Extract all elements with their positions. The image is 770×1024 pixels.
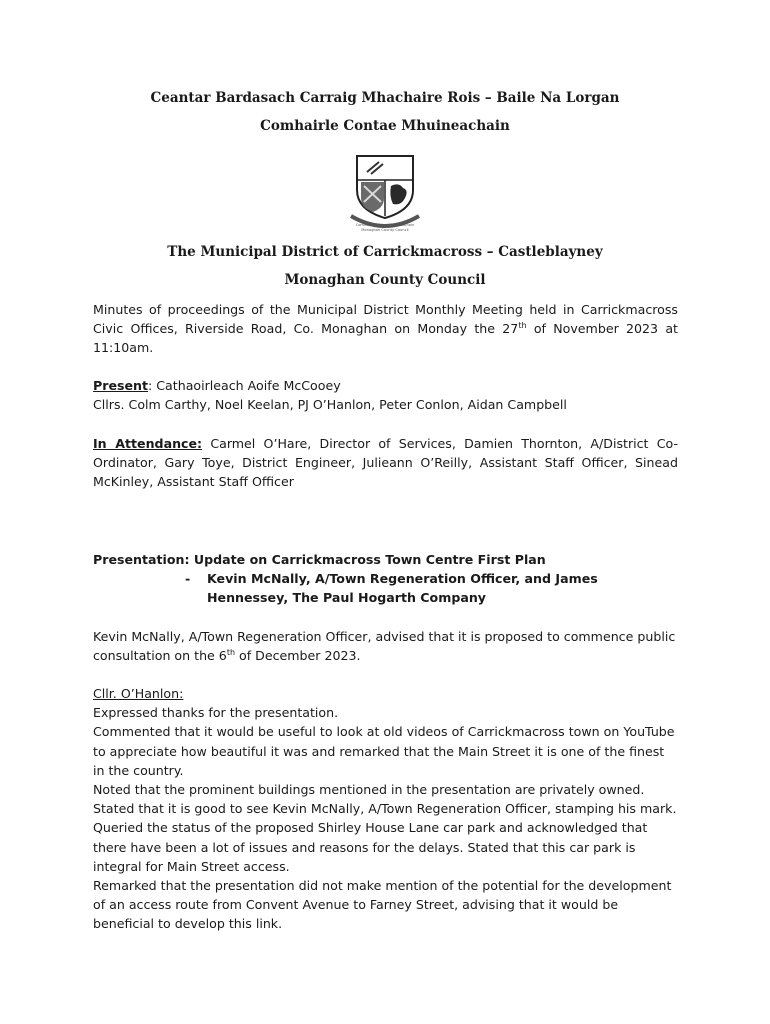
present-councillors: Cllrs. Colm Carthy, Noel Keelan, PJ O’Hanlon, Peter Conlon, Aidan Campbell (93, 397, 567, 413)
header-municipal-district: The Municipal District of Carrickmacross – Castleblayney (167, 244, 603, 260)
present-label: Present (93, 378, 149, 393)
attendance-paragraph: In Attendance: Carmel O’Hare, Director of Services, Damien Thornton, A/District Co-Ordinator, Gary Toye, District Engineer, Julieann O’Reilly, Assistant Staff Officer, Sinead McKinley, Assistant Staff Officer (93, 436, 678, 490)
crest-caption-irish: Comhairle Contae Mhuineachain (355, 223, 415, 227)
header-irish-council: Comhairle Contae Mhuineachain (260, 118, 510, 134)
presenter-list-item (185, 569, 678, 607)
consultation-paragraph: Kevin McNally, A/Town Regeneration Officer, advised that it is proposed to commence public consultation on the 6th of December 2023. (93, 629, 676, 664)
header-county-council: Monaghan County Council (284, 272, 486, 288)
ohanlon-section (93, 684, 678, 934)
statement: Expressed thanks for the presentation. (93, 705, 339, 721)
crest-caption-english: Monaghan County Council (361, 228, 409, 232)
intro-paragraph: Minutes of proceedings of the Municipal District Monthly Meeting held in Carrickmacross Civic Offices, Riverside Road, Co. Monaghan on Monday the 27th of November 2023 at 11:10am. (93, 302, 678, 356)
dash-bullet: - (185, 571, 191, 587)
statement: Stated that it is good to see Kevin McNally, A/Town Regeneration Officer, stamping his mark. (93, 801, 677, 817)
attendance-label: In Attendance: (93, 436, 203, 451)
presentation-title: Presentation: Update on Carrickmacross Town Centre First Plan (93, 552, 546, 567)
statement: Noted that the prominent buildings mentioned in the presentation are privately owned. (93, 782, 645, 798)
statement: Remarked that the presentation did not make mention of the potential for the development of an access route from Convent Avenue to Farney Street, advising that it would be beneficial to develop this link. (93, 878, 672, 932)
statement: Commented that it would be useful to look at old videos of Carrickmacross town on YouTube to appreciate how beautiful it was and remarked that the Main Street it is one of the finest in the country. (93, 724, 675, 778)
presentation-section (93, 550, 678, 608)
statement: Queried the status of the proposed Shirley House Lane car park and acknowledged that there have been a lot of issues and reasons for the delays. Stated that this car park is integral for Main Street access. (93, 820, 648, 874)
present-section (93, 376, 678, 414)
present-chair: : Cathaoirleach Aoife McCooey (148, 378, 341, 393)
header-irish-district: Ceantar Bardasach Carraig Mhachaire Rois – Baile Na Lorgan (150, 90, 620, 106)
speaker-heading: Cllr. O’Hanlon: (93, 686, 184, 701)
presenters: Kevin McNally, A/Town Regeneration Officer, and James Hennessey, The Paul Hogarth Company (207, 571, 598, 606)
coat-of-arms-icon (345, 152, 425, 232)
